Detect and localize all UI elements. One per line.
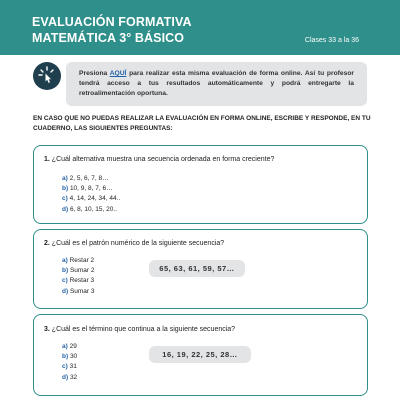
instructions: EN CASO QUE NO PUEDAS REALIZAR LA EVALUACIÓN EN FORMA ONLINE, ESCRIBE Y RESPONDE, EN TU CUADERNO, LAS SIGUIENTES PREGUNTAS: [33,115,371,132]
options-list [62,256,95,297]
option-text: 30 [68,353,78,361]
option-a[interactable] [62,256,95,266]
option-a[interactable] [62,174,120,184]
question-card-2 [33,229,368,309]
option-b[interactable] [62,184,120,194]
option-letter: a) [62,175,68,182]
option-letter: c) [62,363,68,371]
question-3-text [44,326,235,333]
option-text: 10, 9, 8, 7, 6… [68,185,113,193]
option-text: 6, 8, 10, 15, 20.. [68,205,117,213]
question-1-text [44,156,274,163]
option-d[interactable] [62,287,95,297]
option-text: 29 [67,343,77,350]
option-c[interactable] [62,362,77,372]
option-b[interactable] [62,352,77,362]
option-letter: a) [62,343,68,350]
option-text: 32 [68,373,78,381]
header-bar [0,0,400,55]
option-letter: b) [62,267,69,275]
question-prompt: ¿Cuál es el término que continua a la siguiente secuencia? [49,326,236,333]
option-text: 4, 14, 24, 34, 44.. [67,195,121,203]
question-number: 2. [44,240,50,247]
option-text: Sumar 3 [68,287,95,295]
classes-label: Clases 33 a la 36 [304,37,359,44]
option-letter: b) [62,185,69,193]
option-c[interactable] [62,276,95,286]
option-b[interactable] [62,266,95,276]
option-c[interactable] [62,194,120,204]
options-list [62,342,77,383]
question-2-text [44,240,224,247]
option-letter: d) [62,373,69,381]
option-text: Restar 2 [67,257,95,264]
notice-text [79,69,354,99]
question-card-3 [33,314,368,396]
notice-text-after: para realizar esta misma evaluación de forma online. Así tu profesor tendrá acceso a tus resultados automáticamente y podrá entregarte la retroalimentación oportuna. [79,70,355,97]
option-letter: d) [62,205,69,213]
option-letter: c) [62,195,68,203]
option-letter: b) [62,353,69,361]
option-letter: d) [62,287,69,295]
option-text: Restar 3 [67,277,95,285]
option-letter: a) [62,257,68,264]
option-d[interactable] [62,373,77,383]
online-evaluation-notice [66,62,367,106]
question-prompt: ¿Cuál es el patrón numérico de la siguiente secuencia? [49,240,225,247]
option-text: 31 [67,363,77,371]
option-a[interactable] [62,342,77,352]
options-list [62,174,120,215]
option-d[interactable] [62,205,120,215]
question-number: 3. [44,326,50,333]
question-number: 1. [44,156,50,163]
number-sequence: 16, 19, 22, 25, 28… [149,346,251,363]
notice-text-before: Presiona [79,70,110,77]
question-prompt: ¿Cuál alternativa muestra una secuencia ordenada en forma creciente? [49,156,275,163]
page-title: EVALUACIÓN FORMATIVA [32,15,192,29]
option-text: 2, 5, 6, 7, 8… [67,175,109,182]
page-subtitle: MATEMÁTICA 3° BÁSICO [32,31,185,45]
question-card-1 [33,145,368,224]
touch-click-icon [33,62,61,90]
option-text: Sumar 2 [68,267,95,275]
number-sequence: 65, 63, 61, 59, 57… [149,260,245,277]
online-evaluation-link[interactable]: AQUÍ [109,70,127,77]
option-letter: c) [62,277,68,285]
